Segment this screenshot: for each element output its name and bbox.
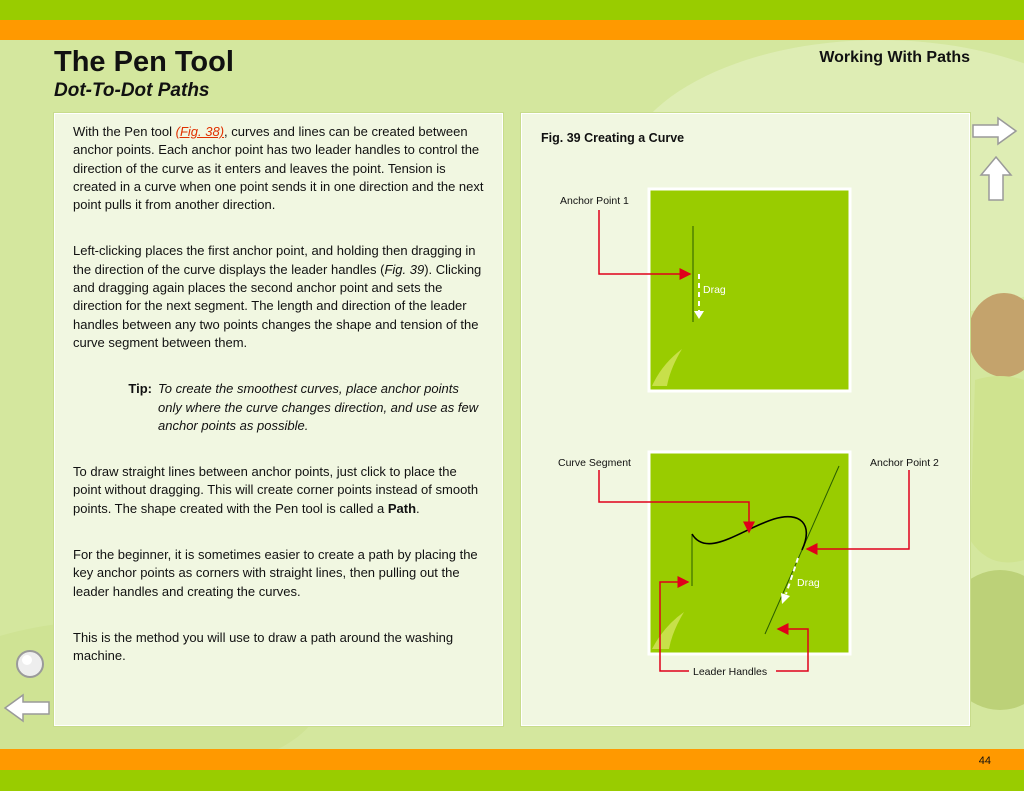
diagram-square-1 [649, 189, 850, 391]
paragraph-2 [73, 242, 485, 352]
p2-text-start: Left-clicking places the first anchor point, and holding then dragging in the direction of the curve displays the leader handles ( [73, 243, 476, 277]
figure-panel [521, 113, 970, 726]
p2-text-end: ). Clicking and dragging again places the second anchor point and sets the direction for the next segment. The length and direction of the leader handles between any two points changes the shape and tension of the curve segment between them. [73, 261, 482, 350]
page-title: The Pen Tool [54, 46, 234, 78]
page-subtitle: Dot-To-Dot Paths [54, 80, 210, 101]
diagram-square-2 [649, 452, 850, 654]
paragraph-4: For the beginner, it is sometimes easier to create a path by placing the key anchor points as corners with straight lines, then pulling out the leader handles and creating the curves. [73, 547, 478, 599]
section-title: Working With Paths [819, 49, 970, 66]
p3-text-end: . [416, 500, 420, 516]
curve-diagram [522, 114, 969, 725]
body-text [73, 123, 485, 694]
up-arrow-icon[interactable] [979, 155, 1013, 203]
paragraph-3 [73, 463, 485, 518]
fig-39-ref: Fig. 39 [384, 261, 425, 277]
bottom-green-band [0, 770, 1024, 791]
anchor-point-2-label: Anchor Point 2 [870, 457, 939, 469]
curve-segment-label: Curve Segment [558, 457, 631, 469]
fig-38-link[interactable]: (Fig. 38) [175, 124, 225, 139]
top-green-band [0, 0, 1024, 20]
top-orange-band [0, 20, 1024, 40]
path-term: Path [387, 500, 417, 516]
drag-label-1: Drag [703, 284, 726, 296]
back-arrow-icon[interactable] [3, 692, 51, 724]
text-panel [54, 113, 503, 726]
next-arrow-icon[interactable] [971, 116, 1019, 146]
tip-label: Tip: [128, 381, 152, 397]
tip [73, 380, 485, 435]
bottom-orange-band [0, 749, 1024, 770]
tip-text: To create the smoothest curves, place anchor points only where the curve changes direction, and use as few anchor points as possible. [158, 381, 479, 433]
p3-text-start: To draw straight lines between anchor points, just click to place the point without dragging. This will create corner points instead of smooth points. The shape created with the Pen tool is called a [73, 464, 479, 516]
circle-button-icon[interactable] [14, 648, 46, 680]
paragraph-5: This is the method you will use to draw a path around the washing machine. [73, 629, 454, 664]
figure-caption: Fig. 39 Creating a Curve [541, 131, 685, 145]
p1-text-start: With the Pen tool [73, 124, 176, 139]
leader-handles-label: Leader Handles [693, 666, 768, 678]
paragraph-1 [73, 123, 485, 214]
drag-label-2: Drag [797, 577, 820, 589]
anchor-point-1-label: Anchor Point 1 [560, 195, 629, 207]
p1-text-end: , curves and lines can be created between anchor points. Each anchor point has two leader handles to control the direction of the curve as it enters and leaves the point. Tension is created in a curve when one point sends it in one direction and the next point pulls it from another direction. [73, 124, 484, 213]
page-number: 44 [978, 755, 991, 767]
